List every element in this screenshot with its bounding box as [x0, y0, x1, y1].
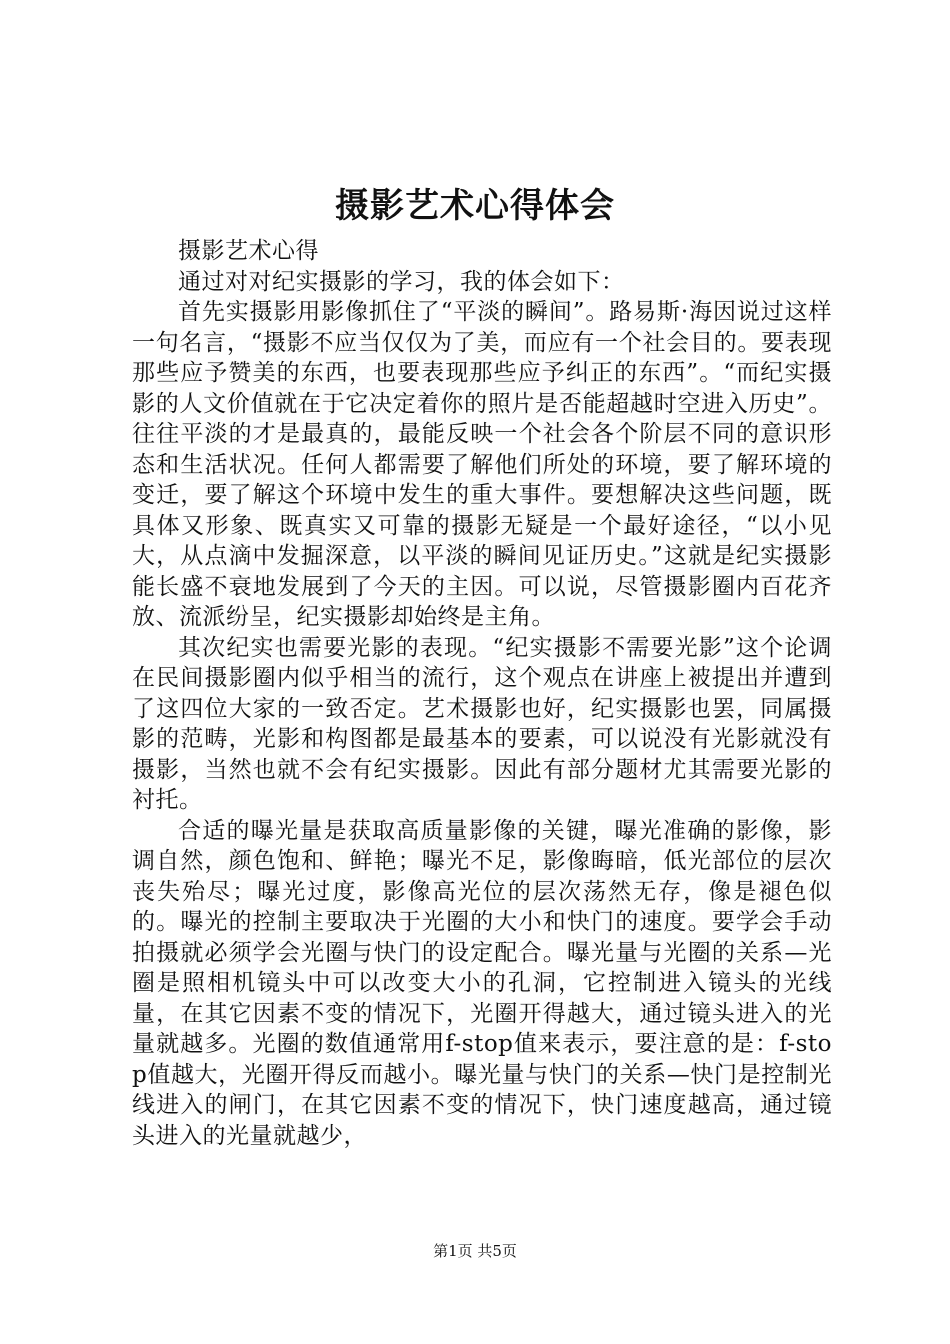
document-body [132, 236, 832, 1151]
document-title: 摄影艺术心得体会 [335, 186, 615, 226]
paragraph-exposure: 合适的曝光量是获取高质量影像的关键，曝光准确的影像，影调自然，颜色饱和、鲜艳；曝光不足，影像晦暗，低光部位的层次丧失殆尽；曝光过度，影像高光位的层次荡然无存，像是褪色似的。曝光的控制主要取决于光圈的大小和快门的速度。要学会手动拍摄就必须学会光圈与快门的设定配合。曝光量与光圈的关系—光圈是照相机镜头中可以改变大小的孔洞，它控制进入镜头的光线量，在其它因素不变的情况下，光圈开得越大，通过镜头进入的光量就越多。光圈的数值通常用f-stop值来表示，要注意的是：f-stop值越大，光圈开得反而越小。曝光量与快门的关系—快门是控制光线进入的闸门，在其它因素不变的情况下，快门速度越高，通过镜头进入的光量就越少， [132, 817, 832, 1149]
page-number-footer: 第1页 共5页 [433, 1242, 517, 1260]
paragraph-subtitle: 摄影艺术心得 [178, 238, 319, 264]
paragraph-first: 首先实摄影用影像抓住了“平淡的瞬间”。路易斯·海因说过这样一句名言，“摄影不应当仅仅为了美，而应有一个社会目的。要表现那些应予赞美的东西，也要表现那些应予纠正的东西”。“而纪实摄影的人文价值就在于它决定着你的照片是否能超越时空进入历史”。往往平淡的才是最真的，最能反映一个社会各个阶层不同的意识形态和生活状况。任何人都需要了解他们所处的环境，要了解环境的变迁，要了解这个环境中发生的重大事件。要想解决这些问题，既具体又形象、既真实又可靠的摄影无疑是一个最好途径，“以小见大，从点滴中发掘深意，以平淡的瞬间见证历史。”这就是纪实摄影能长盛不衰地发展到了今天的主因。可以说，尽管摄影圈内百花齐放、流派纷呈，纪实摄影却始终是主角。 [132, 299, 832, 630]
paragraph-second: 其次纪实也需要光影的表现。“纪实摄影不需要光影”这个论调在民间摄影圈内似乎相当的流行，这个观点在讲座上被提出并遭到了这四位大家的一致否定。艺术摄影也好，纪实摄影也罢，同属摄影的范畴，光影和构图都是最基本的要素，可以说没有光影就没有摄影，当然也就不会有纪实摄影。因此有部分题材尤其需要光影的衬托。 [132, 634, 832, 813]
paragraph-intro: 通过对对纪实摄影的学习，我的体会如下： [178, 268, 625, 295]
